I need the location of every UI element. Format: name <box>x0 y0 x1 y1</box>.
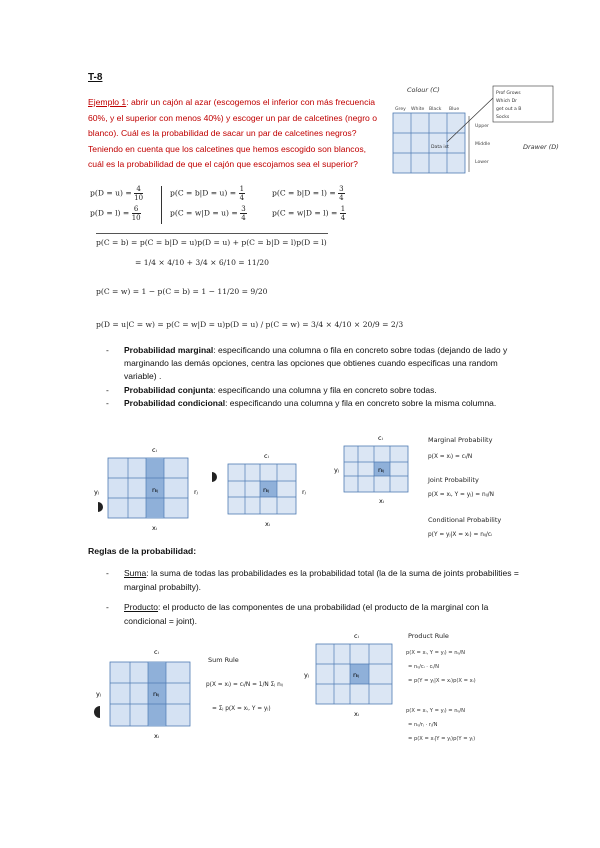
yj-label: yⱼ <box>94 488 99 496</box>
nij-label-cond: nᵢⱼ <box>378 466 385 474</box>
drawer-grid-figure <box>385 84 600 184</box>
joint-title: Joint Probability <box>428 476 479 484</box>
xi-label-cond: xᵢ <box>379 497 385 505</box>
product-yj-label: yⱼ <box>304 671 309 679</box>
formula-pcbl: p(C = b|D = l) = $\frac{3}{4}$ <box>272 185 344 202</box>
col-white: White <box>411 107 425 112</box>
sum-nij-label: nᵢⱼ <box>153 690 160 698</box>
example-label: Ejemplo 1 <box>88 97 127 107</box>
col-grey: Grey <box>395 107 406 112</box>
row-lower: Lower <box>475 160 489 165</box>
product-line-3: = p(Y = yⱼ|X = xᵢ)p(X = xᵢ) <box>408 678 476 684</box>
sum-rule-line2: = Σⱼ p(X = xᵢ, Y = yⱼ) <box>212 706 271 712</box>
marginal-title: Marginal Probability <box>428 436 493 444</box>
formula-bayes: p(D = u|C = w) = p(C = w|D = u)p(D = u) / p(C = w) = 3/4 × 4/10 × 20/9 = 2/3 <box>96 320 404 329</box>
conditional-grid <box>334 434 408 505</box>
drawer-label: Drawer (D) <box>523 143 559 151</box>
product-line-2: = nᵢⱼ/cᵢ · cᵢ/N <box>408 664 439 670</box>
xi-label: xᵢ <box>152 524 158 532</box>
product-rule-title: Product Rule <box>408 632 449 640</box>
col-blue: Blue <box>449 107 460 112</box>
product-line-6: = p(X = xᵢ|Y = yⱼ)p(Y = yⱼ) <box>408 736 476 742</box>
page-title: T-8 <box>88 72 103 83</box>
sum-yj-label: yⱼ <box>96 690 101 698</box>
callout-line-1: Prof Grows <box>496 91 521 96</box>
xi-label-joint: xᵢ <box>265 520 271 528</box>
formula-divider <box>161 186 162 224</box>
product-line-5: = nᵢⱼ/rⱼ · rⱼ/N <box>408 722 438 728</box>
rules-list <box>106 566 526 634</box>
row-middle: Middle <box>475 142 491 147</box>
nij-label: nᵢⱼ <box>152 486 159 494</box>
mid-arrow-icon <box>212 472 217 482</box>
product-xi-label: xᵢ <box>354 710 360 718</box>
sum-rule-line1: p(X = xᵢ) = cᵢ/N = 1/N Σⱼ nᵢⱼ <box>206 682 283 688</box>
cell-label: Data ist <box>431 145 449 150</box>
callout-line-3: get out a B <box>496 107 522 112</box>
marginal-grid <box>94 446 198 532</box>
formula-rule <box>96 233 328 234</box>
marginal-formula: p(X = xᵢ) = cᵢ/N <box>428 454 473 460</box>
yj-label-cond: yⱼ <box>334 466 339 474</box>
rules-figure <box>88 630 508 760</box>
rules-heading: Reglas de la probabilidad: <box>88 546 197 556</box>
product-grid <box>304 632 392 718</box>
bullet-conditional: - Probabilidad condicional: especificando una columna y fila en concreto sobre la misma columna. <box>106 397 526 410</box>
product-line-1: p(X = xᵢ, Y = yⱼ) = nᵢⱼ/N <box>406 650 466 656</box>
conditional-formula: p(Y = yⱼ|X = xᵢ) = nᵢⱼ/cᵢ <box>428 532 493 538</box>
sum-xi-label: xᵢ <box>154 732 160 740</box>
product-nij-label: nᵢⱼ <box>353 671 360 679</box>
bullet-joint: - Probabilidad conjunta: especificando una columna y fila en concreto sobre todas. <box>106 384 526 397</box>
rule-product: - Producto: el producto de las componentes de una probabilidad (el producto de la marginal con la condicional = joint). <box>106 600 526 628</box>
formula-pdu: p(D = u) = $\frac{4}{10}$ <box>90 185 144 202</box>
formula-pdl: p(D = l) = $\frac{6}{10}$ <box>90 205 141 222</box>
callout-line-2: Which Dr <box>496 99 518 104</box>
ci-label-joint: cᵢ <box>264 452 269 460</box>
formula-pcb-line1: p(C = b) = p(C = b|D = u)p(D = u) + p(C = b|D = l)p(D = l) <box>96 238 327 247</box>
probability-grids-figure <box>90 432 510 544</box>
rj-label: rⱼ <box>194 488 198 496</box>
nij-label-joint: nᵢⱼ <box>263 486 270 494</box>
callout-line-4: Socks <box>496 115 510 120</box>
product-line-4: p(X = xᵢ, Y = yⱼ) = nᵢⱼ/N <box>406 708 466 714</box>
sum-ci-label: cᵢ <box>154 648 159 656</box>
sum-grid <box>96 648 190 740</box>
rule-sum: - Suma: la suma de todas las probabilidades es la probabilidad total (la de la suma de joints probabilities = marginal probabilty). <box>106 566 526 594</box>
joint-grid <box>228 452 306 528</box>
formula-pcbu: p(C = b|D = u) = $\frac{1}{4}$ <box>170 185 245 202</box>
ci-label: cᵢ <box>152 446 157 454</box>
sum-arrow-icon <box>94 706 100 718</box>
formula-pcw: p(C = w) = 1 − p(C = b) = 1 − 11/20 = 9/20 <box>96 287 268 296</box>
joint-formula: p(X = xᵢ, Y = yⱼ) = nᵢⱼ/N <box>428 492 494 498</box>
product-ci-label: cᵢ <box>354 632 359 640</box>
formula-pcb-line2: = 1/4 × 4/10 + 3/4 × 6/10 = 11/20 <box>135 258 269 267</box>
left-arrow-icon <box>98 502 103 512</box>
col-black: Black <box>429 107 442 112</box>
sum-rule-title: Sum Rule <box>208 656 239 664</box>
formula-pcwl: p(C = w|D = l) = $\frac{1}{4}$ <box>272 205 346 222</box>
bullet-marginal: - Probabilidad marginal: especificando una columna o fila en concreto sobre todas (dejando de lado y marginando las demás opciones, centra las opciones que obtienes cuando especificas una random variable) . <box>106 344 526 384</box>
example-1 <box>88 95 378 173</box>
example-text: : abrir un cajón al azar (escogemos el inferior con más frecuencia 60%, y el superior con menos 40%) y escoger un par de calcetines (negro o blanco). Cuál es la probabilidad de sacar un par de calcetines negros? Teniendo en cuenta que los calcetines que hemos escogido son blancos, cuál es la probabilidad de que el cajón que escojamos sea el superior? <box>88 97 378 170</box>
conditional-title: Conditional Probability <box>428 516 502 524</box>
colour-label: Colour (C) <box>407 86 440 94</box>
rj-label-joint: rⱼ <box>302 488 306 496</box>
probability-types-list <box>106 344 526 410</box>
ci-label-cond: cᵢ <box>378 434 383 442</box>
formula-pcwu: p(C = w|D = u) = $\frac{3}{4}$ <box>170 205 246 222</box>
row-upper: Upper <box>475 124 489 129</box>
